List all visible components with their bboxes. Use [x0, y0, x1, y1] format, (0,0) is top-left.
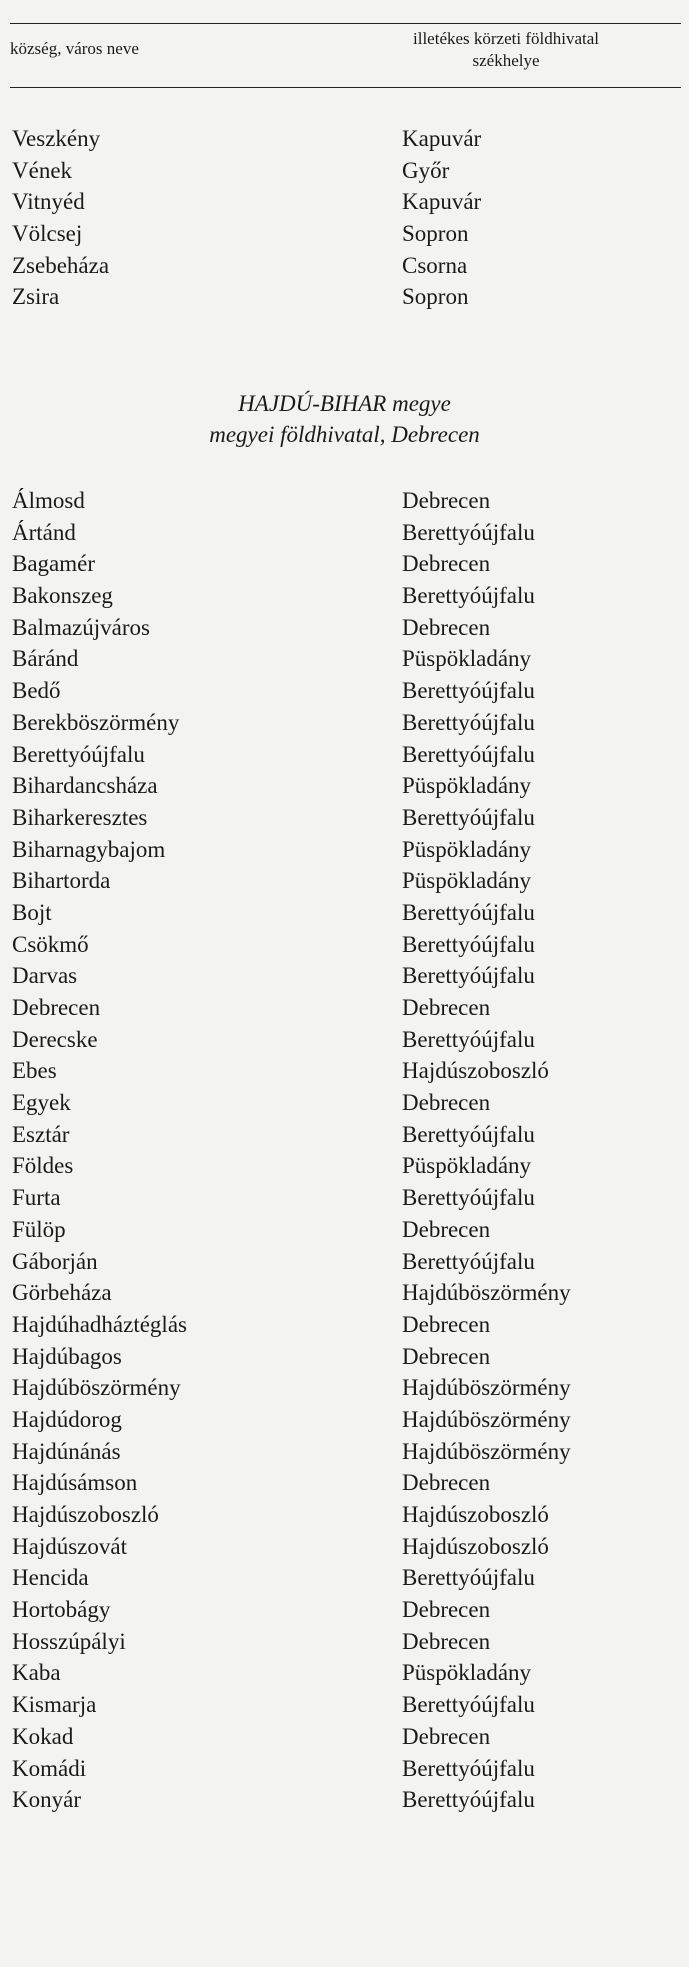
settlement-name: Vének: [12, 157, 73, 183]
table-row: [0, 675, 689, 707]
settlement-name: Darvas: [12, 963, 78, 989]
land-office-seat: Berettyóújfalu: [402, 1565, 535, 1591]
land-office-seat: Debrecen: [402, 1597, 491, 1623]
land-office-seat: Debrecen: [402, 1470, 491, 1496]
land-office-seat: Berettyóújfalu: [402, 931, 535, 957]
land-office-seat: Hajdúböszörmény: [402, 1280, 571, 1306]
land-office-seat: Debrecen: [402, 1216, 491, 1242]
settlement-name: Furta: [12, 1185, 61, 1211]
table-row: [0, 281, 689, 313]
settlement-name: Hajdúdorog: [12, 1406, 122, 1432]
land-office-seat: Berettyóújfalu: [402, 678, 535, 704]
column-header-land-office: [372, 28, 640, 72]
land-office-seat: Berettyóújfalu: [402, 1185, 535, 1211]
land-office-seat: Hajdúszoboszló: [402, 1502, 549, 1527]
settlement-name: Görbeháza: [12, 1280, 112, 1306]
land-office-seat: Kapuvár: [402, 189, 482, 215]
settlement-name: Kismarja: [12, 1692, 97, 1718]
land-office-seat: Hajdúszoboszló: [402, 1533, 549, 1559]
land-office-seat: Hajdúböszörmény: [402, 1438, 571, 1464]
settlement-name: Hajdúszovát: [12, 1533, 127, 1559]
table-row: [0, 517, 689, 549]
settlement-name: Komádi: [12, 1755, 87, 1781]
table-row: [0, 1150, 689, 1182]
table-row: [0, 865, 689, 897]
settlement-name: Konyár: [12, 1787, 81, 1813]
land-office-seat: Berettyóújfalu: [402, 963, 535, 989]
land-office-seat: Berettyóújfalu: [402, 1787, 535, 1813]
settlement-list-hajdu-bihar: [0, 485, 689, 1816]
table-row: [0, 580, 689, 612]
table-row: [0, 1784, 689, 1816]
settlement-name: Vitnyéd: [12, 189, 85, 215]
county-title: HAJDÚ-BIHAR megye: [238, 391, 451, 416]
table-row: [0, 1562, 689, 1594]
land-office-seat: Püspökladány: [402, 1660, 532, 1686]
table-row: [0, 250, 689, 282]
table-row: [0, 834, 689, 866]
table-row: [0, 1499, 689, 1531]
settlement-name: Zsebeháza: [12, 252, 110, 278]
land-office-seat: Hajdúböszörmény: [402, 1375, 571, 1401]
settlement-list-continued: [0, 123, 689, 313]
land-office-seat: Debrecen: [402, 614, 491, 640]
settlement-name: Fülöp: [12, 1216, 66, 1242]
land-office-seat: Berettyóújfalu: [402, 804, 535, 830]
header-bottom-rule: [10, 87, 681, 88]
table-row: [0, 770, 689, 802]
table-row: [0, 1182, 689, 1214]
table-row: [0, 612, 689, 644]
settlement-name: Veszkény: [12, 126, 101, 151]
table-row: [0, 1626, 689, 1658]
land-office-seat: Debrecen: [402, 551, 491, 577]
table-row: [0, 1404, 689, 1436]
land-office-seat: Berettyóújfalu: [402, 1755, 535, 1781]
table-row: [0, 1531, 689, 1563]
table-row: [0, 897, 689, 929]
settlement-name: Biharkeresztes: [12, 804, 148, 830]
land-office-seat: Debrecen: [402, 1311, 491, 1337]
settlement-name: Hajdúbagos: [12, 1343, 122, 1369]
table-row: [0, 1119, 689, 1151]
table-row: [0, 1214, 689, 1246]
column-header-settlement: község, város neve: [10, 39, 139, 58]
land-office-seat: Győr: [402, 157, 450, 183]
land-office-seat: Berettyóújfalu: [402, 1692, 535, 1718]
settlement-name: Kaba: [12, 1660, 61, 1686]
settlement-name: Gáborján: [12, 1248, 98, 1274]
settlement-name: Ártánd: [12, 519, 76, 545]
table-row: [0, 739, 689, 771]
settlement-name: Zsira: [12, 284, 60, 310]
land-office-seat: Berettyóújfalu: [402, 899, 535, 925]
settlement-name: Debrecen: [12, 995, 101, 1020]
settlement-name: Balmazújváros: [12, 614, 150, 640]
table-row: [0, 707, 689, 739]
settlement-name: Berekböszörmény: [12, 709, 180, 735]
table-row: [0, 992, 689, 1024]
table-row: [0, 1753, 689, 1785]
table-row: [0, 1309, 689, 1341]
settlement-name: Bihartorda: [12, 868, 111, 894]
settlement-name: Bihardancsháza: [12, 773, 158, 799]
land-office-seat: Püspökladány: [402, 1153, 532, 1179]
table-row: [0, 643, 689, 675]
table-row: [0, 1341, 689, 1373]
land-office-seat: Hajdúböszörmény: [402, 1406, 571, 1432]
table-row: [0, 1372, 689, 1404]
settlement-name: Bedő: [12, 678, 61, 704]
table-row: [0, 1594, 689, 1626]
table-row: [0, 1246, 689, 1278]
settlement-name: Csökmő: [12, 931, 89, 957]
settlement-name: Hencida: [12, 1565, 89, 1591]
land-office-seat: Berettyóújfalu: [402, 1248, 535, 1274]
settlement-name: Bojt: [12, 899, 52, 925]
table-row: [0, 1024, 689, 1056]
column-header-land-office-line2: székhelye: [472, 51, 540, 70]
table-row: [0, 1721, 689, 1753]
settlement-name: Álmosd: [12, 488, 85, 513]
settlement-name: Földes: [12, 1153, 74, 1179]
settlement-name: Hajdúnánás: [12, 1438, 121, 1464]
settlement-name: Berettyóújfalu: [12, 741, 145, 767]
settlement-name: Hajdúböszörmény: [12, 1375, 181, 1401]
settlement-name: Hajdúhadháztéglás: [12, 1311, 187, 1337]
table-row: [0, 1689, 689, 1721]
settlement-name: Esztár: [12, 1121, 70, 1147]
table-row: [0, 1657, 689, 1689]
table-row: [0, 123, 689, 155]
land-office-seat: Berettyóújfalu: [402, 1026, 535, 1052]
land-office-seat: Berettyóújfalu: [402, 709, 535, 735]
table-row: [0, 548, 689, 580]
land-office-seat: Csorna: [402, 252, 468, 278]
table-row: [0, 929, 689, 961]
land-office-seat: Debrecen: [402, 995, 491, 1020]
land-office-seat: Sopron: [402, 284, 469, 310]
table-row: [0, 802, 689, 834]
land-office-seat: Berettyóújfalu: [402, 741, 535, 767]
settlement-name: Hajdúsámson: [12, 1470, 138, 1496]
settlement-name: Hosszúpályi: [12, 1628, 126, 1654]
settlement-name: Völcsej: [12, 221, 83, 247]
table-row: [0, 1436, 689, 1468]
table-row: [0, 1055, 689, 1087]
table-row: [0, 485, 689, 517]
land-office-seat: Debrecen: [402, 1628, 491, 1654]
land-office-seat: Kapuvár: [402, 126, 482, 151]
land-office-seat: Püspökladány: [402, 868, 532, 894]
settlement-name: Hajdúszoboszló: [12, 1502, 159, 1527]
table-row: [0, 1467, 689, 1499]
land-office-seat: Püspökladány: [402, 773, 532, 799]
settlement-name: Bakonszeg: [12, 583, 113, 609]
settlement-name: Kokad: [12, 1723, 74, 1749]
table-row: [0, 1277, 689, 1309]
table-row: [0, 960, 689, 992]
column-header-land-office-line1: illetékes körzeti földhivatal: [413, 29, 599, 48]
land-office-seat: Püspökladány: [402, 646, 532, 672]
land-office-seat: Püspökladány: [402, 836, 532, 862]
table-row: [0, 1087, 689, 1119]
land-office-seat: Debrecen: [402, 1343, 491, 1369]
settlement-name: Biharnagybajom: [12, 836, 166, 862]
header-top-rule: [10, 23, 681, 24]
settlement-name: Derecske: [12, 1026, 98, 1052]
county-office-subtitle: megyei földhivatal, Debrecen: [209, 422, 480, 447]
county-heading: [0, 388, 689, 450]
land-office-seat: Hajdúszoboszló: [402, 1058, 549, 1084]
settlement-name: Hortobágy: [12, 1597, 111, 1623]
land-office-seat: Debrecen: [402, 1723, 491, 1749]
settlement-name: Ebes: [12, 1058, 57, 1084]
land-office-seat: Berettyóújfalu: [402, 583, 535, 609]
land-office-seat: Debrecen: [402, 488, 491, 513]
land-office-seat: Berettyóújfalu: [402, 1121, 535, 1147]
table-row: [0, 218, 689, 250]
land-office-seat: Berettyóújfalu: [402, 519, 535, 545]
settlement-name: Bagamér: [12, 551, 96, 577]
land-office-seat: Debrecen: [402, 1090, 491, 1116]
table-row: [0, 186, 689, 218]
land-office-seat: Sopron: [402, 221, 469, 247]
table-row: [0, 155, 689, 187]
settlement-name: Egyek: [12, 1090, 71, 1116]
settlement-name: Báránd: [12, 646, 79, 672]
